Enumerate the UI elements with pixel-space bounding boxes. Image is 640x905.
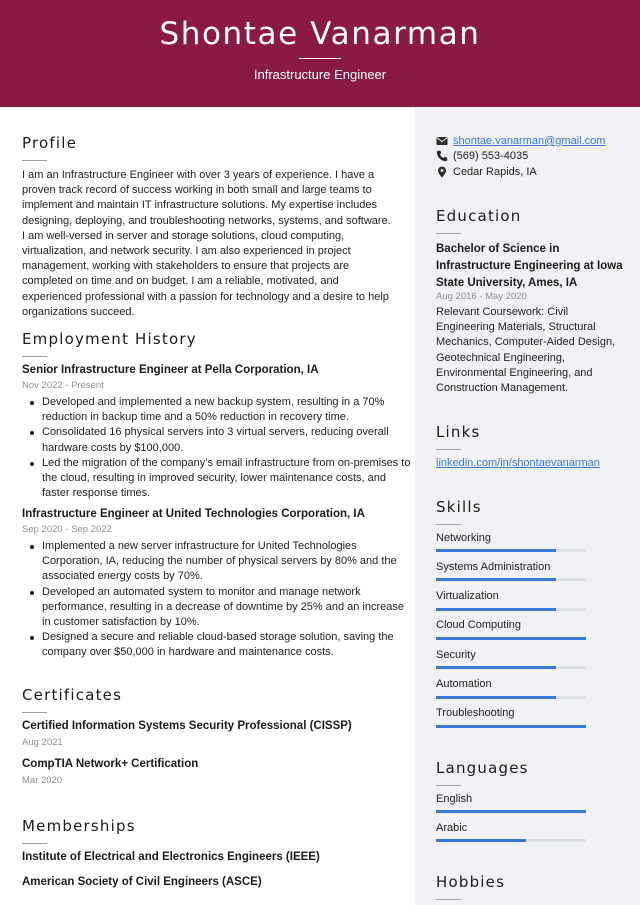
job-dates: Sep 2020 - Sep 2022 [22, 524, 112, 535]
skill-label: Networking [436, 532, 492, 544]
memberships-heading-rule [22, 843, 47, 844]
contact-phone: (569) 553-4035 [453, 150, 529, 162]
education-degree: Bachelor of Science in Infrastructure Engineering at Iowa State University, Ames, IA [436, 243, 623, 289]
profile-heading-rule [22, 160, 47, 161]
contact-location: Cedar Rapids, IA [453, 166, 537, 178]
phone-icon [436, 150, 448, 162]
header-divider [299, 58, 341, 59]
membership-item: American Society of Civil Engineers (ASCE) [22, 876, 262, 888]
language-bar [436, 810, 586, 813]
employment-heading-rule [22, 356, 47, 357]
language-bar-fill [436, 839, 526, 842]
skill-bar [436, 725, 586, 728]
skill-bar [436, 666, 586, 669]
hobbies-heading: Hobbies [436, 873, 506, 891]
skill-bar [436, 608, 586, 611]
certificate-name: Certified Information Systems Security Professional (CISSP) [22, 720, 352, 732]
skill-label: Security [436, 649, 476, 661]
skill-bar-fill [436, 549, 556, 552]
job-dates: Nov 2022 - Present [22, 380, 104, 391]
education-coursework: Relevant Coursework: Civil Engineering Materials, Structural Mechanics, Computer-Aided Design, Geotechnical Engineering, Environmental Engineering, and Construction Management. [436, 306, 616, 395]
candidate-name: Shontae Vanarman [159, 16, 481, 52]
contact-email-link[interactable]: shontae.vanarman@gmail.com [453, 135, 606, 147]
candidate-role: Infrastructure Engineer [253, 67, 387, 82]
job-bullet: Developed an automated system to monitor and manage network performance, resulting in a decrease of downtime by 25% and an increase in customer satisfaction by 10%. [42, 585, 414, 631]
language-label: English [436, 793, 473, 805]
links-heading: Links [436, 423, 481, 441]
skill-bar [436, 549, 586, 552]
skill-bar-fill [436, 696, 556, 699]
certificate-name: CompTIA Network+ Certification [22, 758, 199, 770]
education-heading-rule [436, 233, 461, 234]
skill-bar [436, 696, 586, 699]
skill-bar-fill [436, 578, 556, 581]
employment-heading: Employment History [22, 330, 197, 348]
memberships-heading: Memberships [22, 817, 136, 835]
job-title: Infrastructure Engineer at United Technologies Corporation, IA [22, 508, 365, 520]
job-bullets [22, 395, 414, 501]
language-bar [436, 839, 586, 842]
certificate-date: Aug 2021 [22, 737, 63, 748]
skill-bar-fill [436, 637, 586, 640]
resume-header [0, 0, 640, 107]
skill-label: Troubleshooting [436, 707, 515, 719]
skill-bar [436, 637, 586, 640]
job-bullet: Implemented a new server infrastructure for United Technologies Corporation, IA, reducing the number of physical servers by 80% and the associated energy costs by 70%. [42, 539, 414, 585]
profile-heading: Profile [22, 134, 78, 152]
education-dates: Aug 2016 - May 2020 [436, 291, 527, 302]
hobbies-heading-rule [436, 899, 461, 900]
linkedin-link[interactable]: linkedin.com/in/shontaevanarman [436, 457, 600, 469]
job-bullets [22, 539, 414, 661]
map-pin-icon [436, 166, 448, 178]
envelope-icon [436, 135, 448, 147]
certificate-date: Mar 2020 [22, 775, 63, 786]
skills-heading: Skills [436, 498, 482, 516]
languages-heading: Languages [436, 759, 529, 777]
skill-label: Cloud Computing [436, 619, 521, 631]
profile-text: I am an Infrastructure Engineer with over 3 years of experience. I have a proven track record of success working in both small and large teams to implement and maintain IT infrastructure solutions. My expertise includes designing, deploying, and troubleshooting networks, systems, and software. I am well-versed in server and storage solutions, cloud computing, virtualization, and network security. I am also experienced in project management, working with stakeholders to ensure that projects are completed on time and on budget. I am a reliable, motivated, and experienced professional with a passion for technology and a desire to help organizations succeed. [22, 169, 391, 318]
job-bullet: Designed a secure and reliable cloud-based storage solution, saving the company over $50,000 in hardware and maintenance costs. [42, 630, 414, 660]
skill-label: Virtualization [436, 590, 499, 602]
skill-bar-fill [436, 666, 556, 669]
education-heading: Education [436, 207, 522, 225]
skill-bar-fill [436, 725, 586, 728]
links-heading-rule [436, 449, 461, 450]
job-bullet: Led the migration of the company’s email infrastructure from on-premises to the cloud, resulting in improved security, lower maintenance costs, and faster response times. [42, 456, 414, 502]
language-label: Arabic [436, 822, 468, 834]
skills-heading-rule [436, 524, 461, 525]
languages-heading-rule [436, 785, 461, 786]
certificates-heading: Certificates [22, 686, 123, 704]
skill-label: Automation [436, 678, 492, 690]
language-bar-fill [436, 810, 586, 813]
membership-item: Institute of Electrical and Electronics Engineers (IEEE) [22, 851, 320, 863]
skill-bar [436, 578, 586, 581]
job-title: Senior Infrastructure Engineer at Pella Corporation, IA [22, 364, 319, 376]
job-bullet: Consolidated 16 physical servers into 3 virtual servers, reducing overall hardware costs by $100,000. [42, 425, 414, 455]
skill-label: Systems Administration [436, 561, 551, 573]
job-bullet: Developed and implemented a new backup system, resulting in a 70% reduction in backup time and a 50% reduction in recovery time. [42, 395, 414, 425]
certificates-heading-rule [22, 712, 47, 713]
skill-bar-fill [436, 608, 556, 611]
